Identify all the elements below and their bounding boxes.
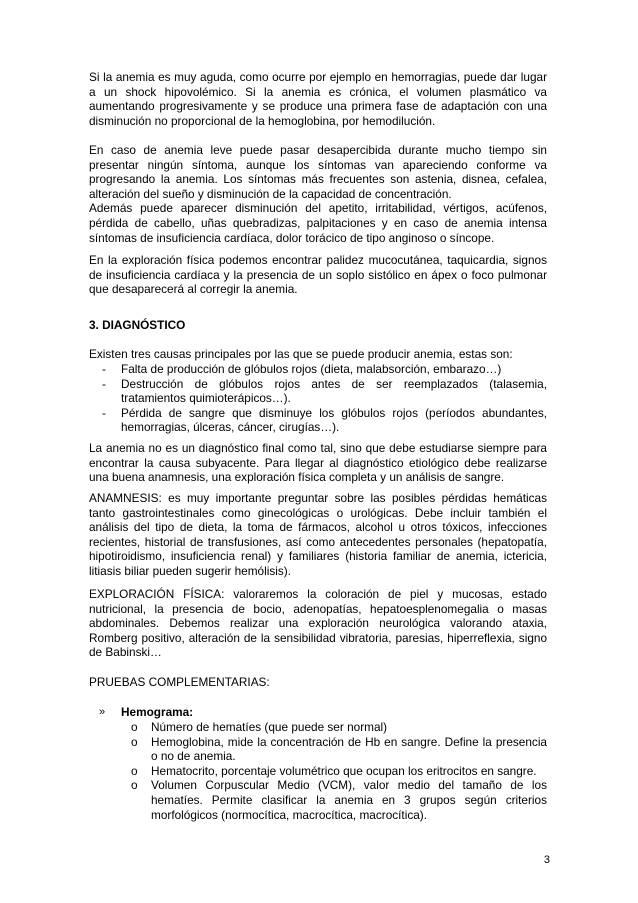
paragraph-exploracion-inicial [89,253,547,297]
paragraph-diagnostico [89,441,547,485]
hemograma-label: Hemograma: [121,705,194,719]
page-number: 3 [543,854,550,866]
paragraph-text: ANAMNESIS: es muy importante preguntar sobre las posibles pérdidas hemáticas tanto gastrointestinales como ginecológicas o urológicas. Debe incluir también el análisis del tipo de dieta, la toma de fármacos, alcohol u otros tóxicos, infecciones recientes, historial de transfusiones, así como antecedentes personales (hepatopatía, hipotiroidismo, insuficiencia renal) y familiares (historia familiar de anemia, ictericia, litiasis biliar pueden sugerir hemólisis). [89,491,547,578]
chevron-bullet-icon: » [99,706,106,718]
list-item-text: Hemoglobina, mide la concentración de Hb en sangre. Define la presencia o no de anemia. [151,734,547,764]
paragraph-anemia-aguda [89,70,547,128]
dash-marker: - [102,405,106,420]
section-heading: 3. DIAGNÓSTICO [89,318,186,332]
paragraph-text: Si la anemia es muy aguda, como ocurre por ejemplo en hemorragias, puede dar lugar a un shock hipovolémico. Si la anemia es crónica, el volumen plasmático va aumentando progresivamente y se produce una primera fase de adaptación con una disminución no proporcional de la hemoglobina, por hemodilución. [89,70,547,128]
list-item [89,764,547,779]
list-item-text: Número de hematíes (que puede ser normal) [151,720,388,734]
circle-marker: o [131,763,138,778]
paragraph-text: En la exploración física podemos encontrar palidez mucocutánea, taquicardia, signos de insuficiencia cardíaca y la presencia de un soplo sistólico en ápex o foco pulmonar que desaparecerá al corregir la anemia. [89,253,547,297]
hemograma-list [89,720,547,822]
list-item [89,735,547,764]
list-item [89,362,547,377]
list-item [89,377,547,406]
paragraph-sintomas [89,143,547,245]
list-item [89,406,547,435]
circle-marker: o [131,778,138,793]
paragraph-text: EXPLORACIÓN FÍSICA: valoraremos la coloración de piel y mucosas, estado nutricional, la presencia de bocio, adenopatías, hepatoesplenomegalia o masas abdominales. Debemos realizar una exploración neurológica valorando ataxia, Romberg positivo, alteración de la sensibilidad vibratoria, paresias, hiperreflexia, signo de Babinski… [89,587,547,660]
paragraph-text: Además puede aparecer disminución del apetito, irritabilidad, vértigos, acúfenos, pérdida de cabello, uñas quebradizas, palpitaciones y en caso de anemia intensa síntomas de insuficiencia cardíaca, dolor torácico de tipo anginoso o síncope. [89,201,547,245]
causes-list [89,362,547,435]
list-item [89,720,547,735]
paragraph-anamnesis [89,491,547,579]
paragraph-causas-intro [89,347,547,362]
dash-marker: - [102,376,106,391]
paragraph-text: Existen tres causas principales por las que se puede producir anemia, estas son: [89,347,513,361]
list-item-text: Volumen Corpuscular Medio (VCM), valor medio del tamaño de los hematíes. Permite clasificar la anemia en 3 grupos según criterios morfológicos (normocítica, macrocítica, macrocítica). [151,778,547,822]
list-item-text: Pérdida de sangre que disminuye los glóbulos rojos (períodos abundantes, hemorragias, úlceras, cáncer, cirugías…). [121,405,547,435]
circle-marker: o [131,720,138,734]
list-item [89,778,547,822]
pruebas-heading: PRUEBAS COMPLEMENTARIAS: [89,675,270,689]
list-item-text: Falta de producción de glóbulos rojos (dieta, malabsorción, embarazo…) [121,362,502,376]
paragraph-text: La anemia no es un diagnóstico final como tal, sino que debe estudiarse siempre para encontrar la causa subyacente. Para llegar al diagnóstico etiológico debe realizarse una buena anamnesis, una exploración física completa y un análisis de sangre. [89,441,547,485]
paragraph-text: En caso de anemia leve puede pasar desapercibida durante mucho tiempo sin presentar ningún síntoma, aunque los síntomas van apareciendo conforme va progresando la anemia. Los síntomas más frecuentes son astenia, disnea, cefalea, alteración del sueño y disminución de la capacidad de concentración. [89,143,547,201]
dash-marker: - [102,362,106,376]
paragraph-exploracion-fisica [89,587,547,660]
circle-marker: o [131,734,138,749]
list-item-text: Destrucción de glóbulos rojos antes de ser reemplazados (talasemia, tratamientos quimioterápicos…). [121,376,547,406]
list-item-text: Hematocrito, porcentaje volumétrico que ocupan los eritrocitos en sangre. [151,763,537,778]
